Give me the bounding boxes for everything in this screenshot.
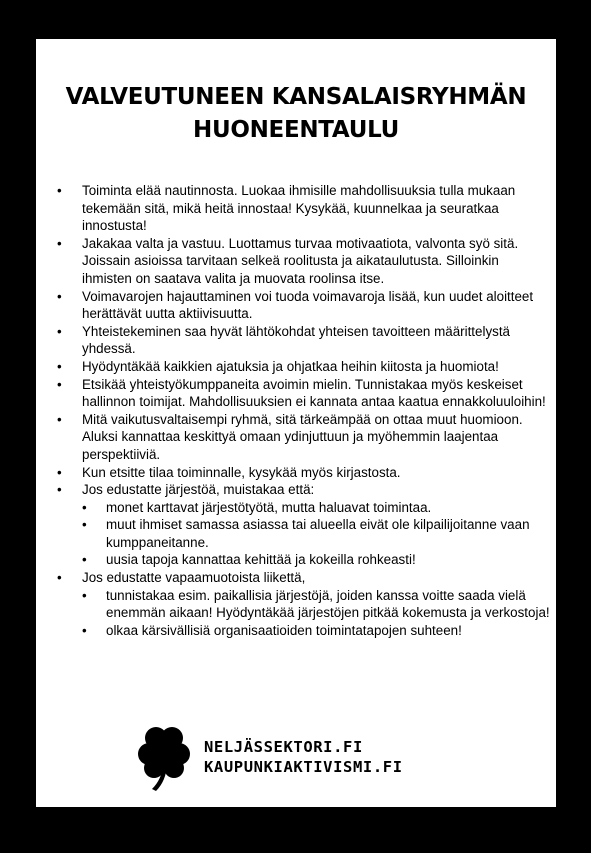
list-item: [52, 464, 552, 482]
movement-sublist: [82, 587, 552, 640]
bullet-icon: •: [57, 464, 62, 480]
bullet-icon: •: [57, 323, 62, 339]
list-item-movement: [52, 569, 552, 587]
bullet-icon: •: [57, 358, 62, 374]
website-link-kaupunkiaktivismi[interactable]: KAUPUNKIAKTIVISMI.FI: [204, 758, 403, 776]
bullet-icon: •: [57, 411, 62, 427]
footer-links: [204, 737, 403, 777]
sublist-item: [82, 499, 552, 517]
list-item-text: Kun etsitte tilaa toiminnalle, kysykää myös kirjastosta.: [82, 464, 401, 480]
four-leaf-clover-icon: [136, 725, 192, 791]
bullet-icon: •: [57, 482, 62, 498]
sublist-item-text: olkaa kärsivällisiä organisaatioiden toimintatapojen suhteen!: [106, 622, 462, 638]
list-item: [52, 182, 552, 235]
bullet-icon: •: [57, 183, 62, 198]
list-item: [52, 235, 552, 288]
list-item-text: Mitä vaikutusvaltaisempi ryhmä, sitä tärkeämpää on ottaa muut huomioon. Aluksi kannattaa keskittyä omaan ydinjuttuun ja myöhemmin laajentaa perspektiiviä.: [82, 411, 523, 462]
bullet-icon: •: [82, 517, 87, 533]
title-line-1: VALVEUTUNEEN KANSALAISRYHMÄN: [65, 84, 527, 110]
list-item-text: Toiminta elää nautinnosta. Luokaa ihmisille mahdollisuuksia tulla mukaan tekemään sitä, mikä heitä innostaa! Kysykää, kuunnelkaa ja seuratkaa innostusta!: [82, 183, 516, 234]
sublist-item: [82, 587, 552, 622]
list-item-organization: [52, 481, 552, 499]
list-item-text: Jakakaa valta ja vastuu. Luottamus turvaa motivaatiota, valvonta syö sitä. Joissain asioissa tarvitaan selkeä roolitusta ja aikataulutusta. Silloinkin ihmisten on saatava valita ja muovata roolinsa itse.: [82, 235, 519, 286]
poster-sheet: [36, 39, 556, 807]
bullet-icon: •: [57, 235, 62, 251]
bullet-icon: •: [82, 552, 87, 568]
bullet-icon: •: [57, 376, 62, 392]
sublist-item-text: uusia tapoja kannattaa kehittää ja kokeilla rohkeasti!: [106, 552, 416, 568]
title-line-2: HUONEENTAULU: [193, 117, 399, 143]
sublist-item-text: monet karttavat järjestötyötä, mutta haluavat toimintaa.: [106, 499, 432, 515]
sublist-item-text: tunnistakaa esim. paikallisia järjestöjä, joiden kanssa voitte saada vielä enemmän aikaan! Hyödyntäkää järjestöjen pitkää kokemusta ja verkostoja!: [106, 587, 550, 621]
organization-sublist: [82, 499, 552, 569]
poster-footer: [136, 725, 516, 795]
sublist-item: [82, 551, 552, 569]
website-link-neljassektori[interactable]: NELJÄSSEKTORI.FI: [204, 738, 363, 756]
poster-title: [36, 81, 556, 147]
sublist-item-text: muut ihmiset samassa asiassa tai alueella eivät ole kilpailijoitanne vaan kumppaneitanne.: [106, 517, 530, 550]
bullet-icon: •: [82, 499, 87, 515]
list-item-text: Voimavarojen hajauttaminen voi tuoda voimavaroja lisää, kun uudet aloitteet herättävät uutta aktiivisuutta.: [82, 288, 534, 322]
sublist-item: [82, 516, 552, 551]
sublist-item: [82, 622, 552, 640]
advice-list: [52, 182, 552, 639]
list-item: [52, 358, 552, 376]
list-item: [52, 323, 552, 358]
list-item: [52, 411, 552, 464]
list-item-text: Hyödyntäkää kaikkien ajatuksia ja ohjatkaa heihin kiitosta ja huomiota!: [82, 358, 499, 374]
list-item: [52, 376, 552, 411]
list-item-text: Jos edustatte vapaamuotoista liikettä,: [82, 570, 306, 586]
bullet-icon: •: [82, 587, 87, 603]
bullet-icon: •: [57, 570, 62, 586]
bullet-icon: •: [82, 622, 87, 638]
list-item-text: Etsikää yhteistyökumppaneita avoimin mielin. Tunnistakaa myös keskeiset hallinnon toimijat. Mahdollisuuksien ei kannata antaa kaatua ennakkoluuloihin!: [82, 376, 546, 410]
list-item: [52, 288, 552, 323]
bullet-icon: •: [57, 288, 62, 304]
list-item-text: Yhteistekeminen saa hyvät lähtökohdat yhteisen tavoitteen määrittelystä yhdessä.: [82, 323, 511, 357]
list-item-text: Jos edustatte järjestöä, muistakaa että:: [82, 482, 315, 498]
